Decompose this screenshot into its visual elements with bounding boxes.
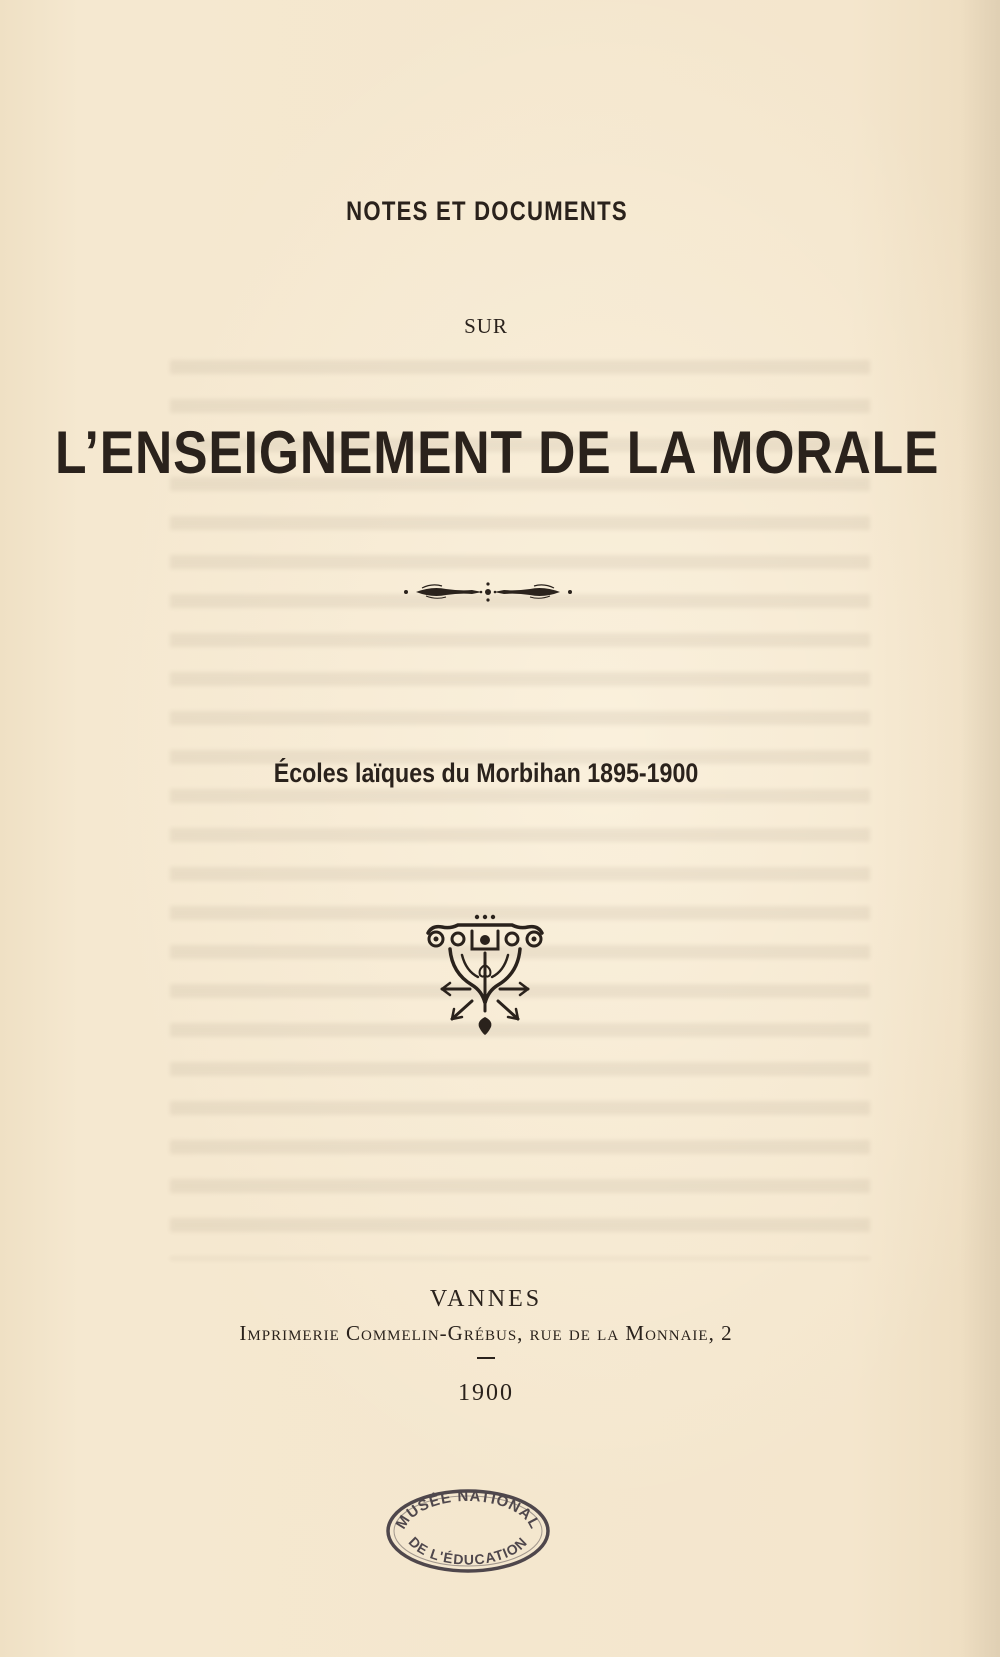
separator-rule xyxy=(477,1357,495,1359)
publisher-city: VANNES xyxy=(429,1286,543,1312)
verso-show-through xyxy=(170,360,870,1260)
subtitle: Écoles laïques du Morbihan 1895-1900 xyxy=(273,758,699,788)
museum-stamp xyxy=(380,1483,556,1579)
svg-text:MUSÉE NATIONAL: MUSÉE NATIONAL xyxy=(392,1487,544,1533)
publication-year: 1900 xyxy=(458,1380,514,1406)
svg-text:DE L'ÉDUCATION: DE L'ÉDUCATION xyxy=(405,1533,531,1568)
preposition-sur: SUR xyxy=(464,314,508,338)
decorative-vignette-icon xyxy=(422,913,548,1039)
printer-imprint: Imprimerie Commelin-Grébus, rue de la Monnaie, 2 xyxy=(239,1321,733,1345)
main-title: L’ENSEIGNEMENT DE LA MORALE xyxy=(55,419,940,486)
heading-notes-documents: NOTES ET DOCUMENTS xyxy=(346,196,628,226)
page-edge-shadow xyxy=(960,0,1000,1657)
flourish-divider-icon xyxy=(402,580,574,604)
